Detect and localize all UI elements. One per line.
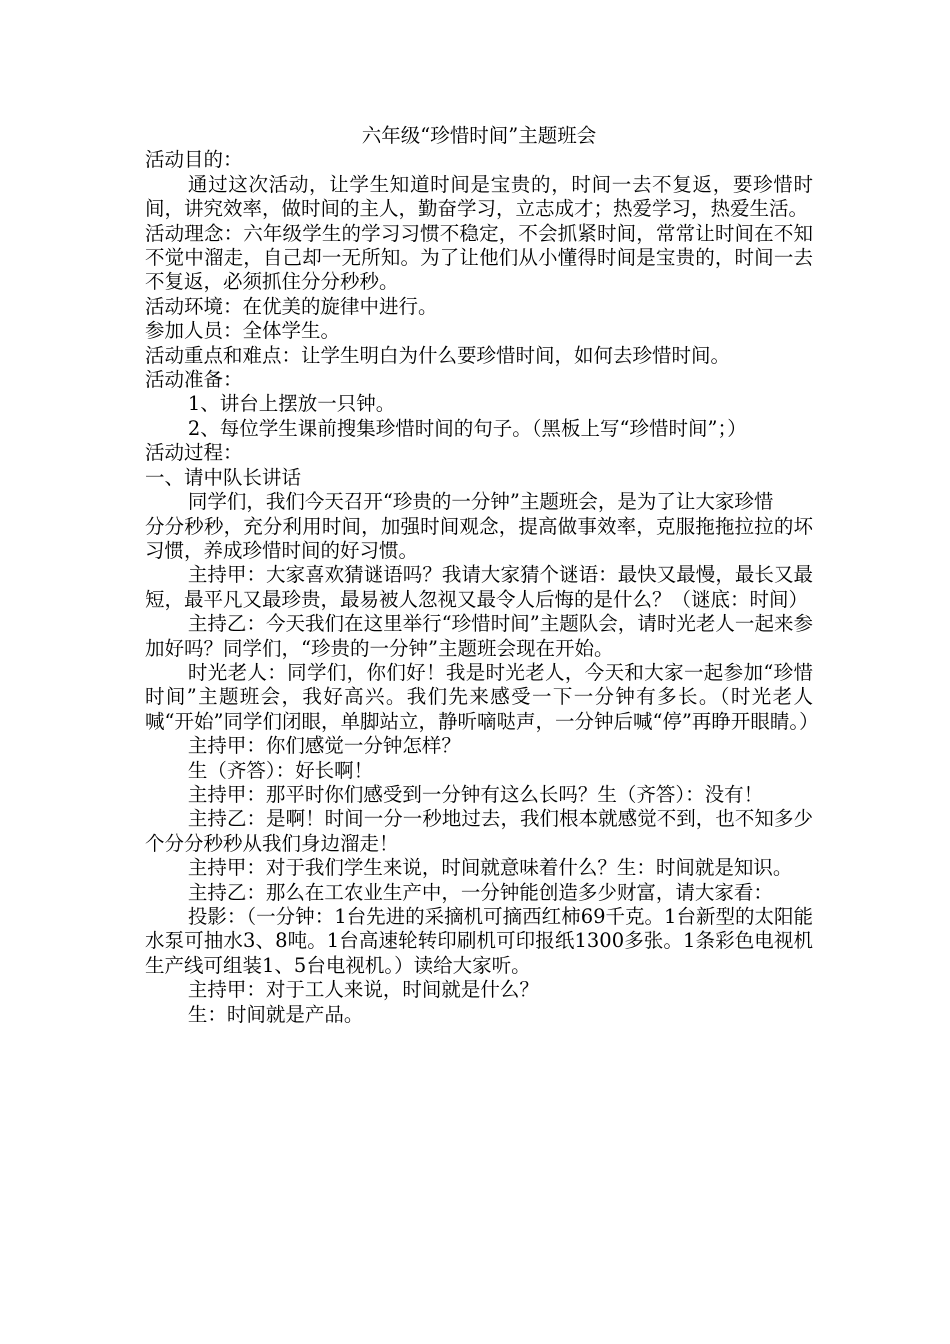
paragraph: 主持甲：那平时你们感受到一分钟有这么长吗？生（齐答）：没有！ xyxy=(187,782,764,806)
paragraph: 生：时间就是产品。 xyxy=(187,1002,364,1026)
paragraph: 分分秒秒，充分利用时间，加强时间观念，提高做事效率，克服拖拖拉拉的坏习惯，养成珍惜时间的好习惯。 xyxy=(145,514,813,562)
paragraph: 生（齐答）：好长啊！ xyxy=(187,758,374,782)
paragraph: 1、讲台上摆放一只钟。 xyxy=(187,392,396,416)
paragraph: 主持甲：你们感觉一分钟怎样？ xyxy=(187,734,461,758)
document-title: 六年级“珍惜时间”主题班会 xyxy=(361,124,597,147)
paragraph: 主持甲：对于我们学生来说，时间就意味着什么？生：时间就是知识。 xyxy=(187,856,793,880)
paragraph: 活动重点和难点：让学生明白为什么要珍惜时间，如何去珍惜时间。 xyxy=(145,343,731,367)
paragraph: 同学们，我们今天召开“珍贵的一分钟”主题班会，是为了让大家珍惜 xyxy=(187,490,774,514)
paragraph: 活动理念：六年级学生的学习习惯不稳定，不会抓紧时间，常常让时间在不知不觉中溜走，自己却一无所知。为了让他们从小懂得时间是宝贵的，时间一去不复返，必须抓住分分秒秒。 xyxy=(145,221,813,294)
paragraph: 主持甲：大家喜欢猜谜语吗？我请大家猜个谜语：最快又最慢，最长又最短，最平凡又最珍贵，最易被人忽视又最令人后悔的是什么？（谜底：时间） xyxy=(145,563,813,611)
paragraph: 主持乙：今天我们在这里举行“珍惜时间”主题队会，请时光老人一起来参加好吗？同学们，“珍贵的一分钟”主题班会现在开始。 xyxy=(145,612,813,660)
paragraph: 活动准备： xyxy=(145,368,243,392)
paragraph: 主持甲：对于工人来说，时间就是什么？ xyxy=(187,978,539,1002)
document-body xyxy=(145,124,819,1027)
paragraph: 主持乙：那么在工农业生产中，一分钟能创造多少财富，请大家看： xyxy=(187,880,773,904)
paragraph: 2、每位学生课前搜集珍惜时间的句子。（黑板上写“珍惜时间”；） xyxy=(187,416,747,440)
paragraph: 投影：（一分钟：1台先进的采摘机可摘西红柿69千克。1台新型的太阳能水泵可抽水3、8吨。1台高速轮转印刷机可印报纸1300多张。1条彩色电视机生产线可组装1、5台电视机。）读给大家听。 xyxy=(145,905,813,977)
paragraph: 活动过程： xyxy=(145,441,243,465)
paragraph: 参加人员：全体学生。 xyxy=(145,319,341,343)
paragraph: 主持乙：是啊！时间一分一秒地过去，我们根本就感觉不到，也不知多少个分分秒秒从我们身边溜走！ xyxy=(145,807,813,855)
paragraph: 活动目的： xyxy=(145,148,243,172)
paragraph: 时光老人：同学们，你们好！我是时光老人，今天和大家一起参加“珍惜时间”主题班会，我好高兴。我们先来感受一下一分钟有多长。（时光老人喊“开始”同学们闭眼，单脚站立，静听嘀哒声，一分钟后喊“停”再睁开眼睛。） xyxy=(145,660,819,733)
paragraph: 一、请中队长讲话 xyxy=(145,465,302,489)
paragraph: 通过这次活动，让学生知道时间是宝贵的，时间一去不复返，要珍惜时间，讲究效率，做时间的主人，勤奋学习，立志成才；热爱学习，热爱生活。 xyxy=(145,172,813,221)
paragraph: 活动环境：在优美的旋律中进行。 xyxy=(145,294,438,318)
paragraph-list xyxy=(145,148,819,1027)
